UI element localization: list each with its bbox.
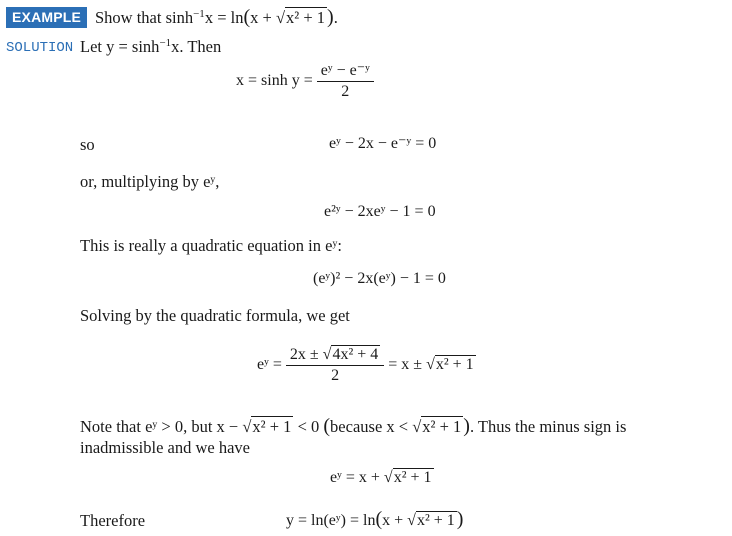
eq1-denominator: 2 [341,83,350,100]
prompt-end: . [333,8,338,27]
solving-text: Solving by the quadratic formula, we get [80,306,350,325]
equation-quadratic: (eʸ)² − 2x(eʸ) − 1 = 0 [313,270,446,287]
note-part4: . Thus the minus sign is [469,417,627,436]
solving-rhs-sqrt: √x² + 1 [426,356,474,374]
equation-result [330,468,434,488]
final-prefix: y = ln(eʸ) = ln [286,512,376,529]
prompt-sup: −1 [193,8,205,20]
result-sqrt: √x² + 1 [383,469,432,486]
solving-num-prefix: 2x ± [289,346,323,363]
note-close-paren: ) [463,415,470,437]
eq1-numerator: eʸ − e⁻ʸ [317,62,374,82]
solving-denominator: 2 [331,367,340,384]
prompt-inner: x + [250,8,276,27]
prompt-radicand: x² + 1 [286,8,326,27]
result-prefix: eʸ = x + [330,469,384,486]
prompt-arg: x = ln [204,8,244,27]
solving-num-radicand: 4x² + 4 [332,346,379,363]
equation-final [286,509,463,531]
equation-multiplied: e²ʸ − 2xeʸ − 1 = 0 [324,203,436,220]
note-radicand-1: x² + 1 [252,417,292,436]
final-radicand: x² + 1 [416,512,455,529]
final-open-paren: ( [375,508,383,530]
solving-numerator [286,346,384,366]
intro-suffix: x. Then [171,37,222,56]
solving-rhs-radicand: x² + 1 [435,356,474,374]
note-sqrt-2: √x² + 1 [412,417,462,436]
equation-so: eʸ − 2x − e⁻ʸ = 0 [329,135,437,152]
solution-label: SOLUTION [6,40,74,56]
final-close-paren: ) [456,508,464,530]
note-part2: < 0 [293,417,324,436]
example-badge: EXAMPLE [6,7,87,28]
intro-prefix: Let y = sinh [80,37,160,56]
result-radicand: x² + 1 [393,469,432,486]
note-line-2: inadmissible and we have [80,438,250,457]
prompt-sqrt: √x² + 1 [275,8,326,27]
solving-lhs: eʸ = [257,356,286,374]
eq1-fraction [317,62,374,101]
intro-sup: −1 [159,37,172,49]
equation-quadratic-formula [257,346,476,385]
therefore-label: Therefore [80,511,146,530]
solving-rhs-prefix: = x ± [388,356,427,374]
final-sqrt: √x² + 1 [407,512,455,529]
note-line-1 [80,416,626,437]
prompt-open-paren: ( [243,6,251,28]
note-open-paren: ( [323,415,331,437]
prompt-prefix: Show that sinh [95,8,194,27]
eq1-lhs: x = sinh y = [236,72,317,90]
final-inner: x + [382,512,408,529]
note-part3: because x < [330,417,413,436]
example-prompt [95,7,338,28]
equation-sinh-def [236,62,374,101]
note-sqrt-1: √x² + 1 [242,417,292,436]
quadratic-text: This is really a quadratic equation in eʸ: [80,236,342,255]
note-part1: Note that eʸ > 0, but x − [80,417,243,436]
solving-num-sqrt: √4x² + 4 [322,346,379,363]
so-label: so [80,135,95,154]
solution-intro [80,37,221,57]
note-radicand-2: x² + 1 [422,417,462,436]
solving-fraction [286,346,384,385]
prompt-close-paren: ) [327,6,334,28]
multiplying-text: or, multiplying by eʸ, [80,172,220,191]
